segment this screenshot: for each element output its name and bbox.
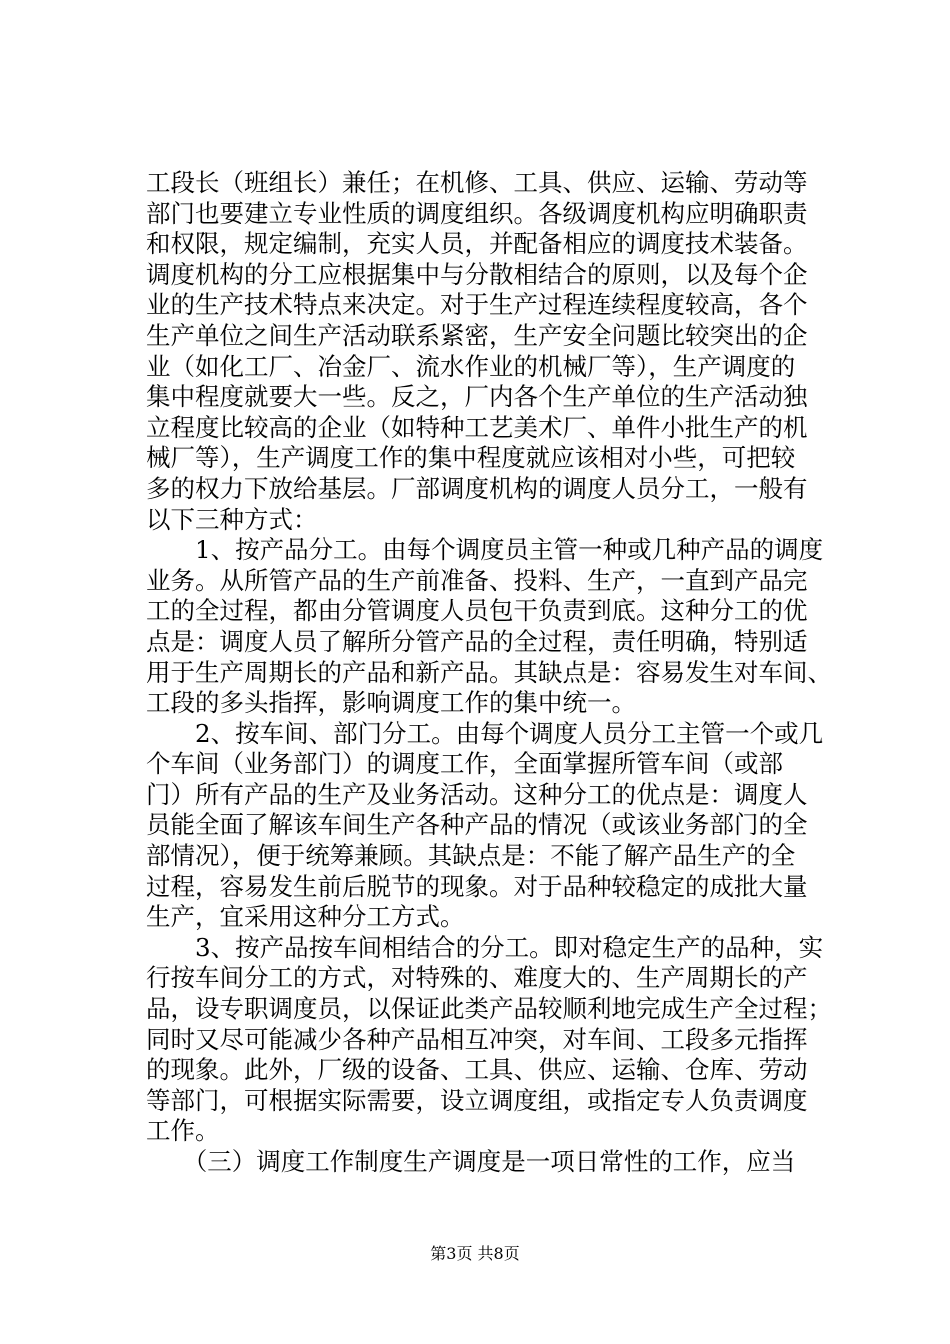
text-line: 同时又尽可能减少各种产品相互冲突，对车间、工段多元指挥 [146, 1024, 808, 1054]
text-line: 集中程度就要大一些。反之，厂内各个生产单位的生产活动独 [146, 382, 808, 412]
text-line: 1、按产品分工。由每个调度员主管一种或几种产品的调度 [146, 535, 824, 565]
text-line: （三）调度工作制度生产调度是一项日常性的工作，应当 [146, 1147, 796, 1176]
text-line: 的现象。此外，厂级的设备、工具、供应、运输、仓库、劳动 [146, 1055, 808, 1085]
text-line: 工作。 [146, 1116, 220, 1146]
text-line: 和权限，规定编制，充实人员，并配备相应的调度技术装备。 [146, 229, 808, 259]
text-line: 点是：调度人员了解所分管产品的全过程，责任明确，特别适 [146, 626, 808, 656]
text-line: 多的权力下放给基层。厂部调度机构的调度人员分工，一般有 [146, 473, 808, 503]
text-line: 业（如化工厂、冶金厂、流水作业的机械厂等），生产调度的 [146, 351, 796, 381]
text-line: 工的全过程，都由分管调度人员包干负责到底。这种分工的优 [146, 596, 808, 626]
text-line: 3、按产品按车间相结合的分工。即对稳定生产的品种，实 [146, 932, 824, 962]
text-line: 以下三种方式： [146, 504, 318, 534]
text-line: 立程度比较高的企业（如特种工艺美术厂、单件小批生产的机 [146, 412, 808, 442]
text-line: 员能全面了解该车间生产各种产品的情况（或该业务部门的全 [146, 810, 808, 840]
text-line: 部情况），便于统筹兼顾。其缺点是：不能了解产品生产的全 [146, 841, 796, 871]
text-line: 门）所有产品的生产及业务活动。这种分工的优点是：调度人 [146, 779, 808, 809]
text-line: 工段的多头指挥，影响调度工作的集中统一。 [146, 688, 636, 718]
page-footer: 第3页 共8页 [430, 1244, 520, 1263]
text-line: 品，设专职调度员，以保证此类产品较顺利地完成生产全过程； [146, 994, 832, 1024]
text-line: 业的生产技术特点来决定。对于生产过程连续程度较高，各个 [146, 290, 808, 320]
text-line: 械厂等），生产调度工作的集中程度就应该相对小些，可把较 [146, 443, 796, 473]
text-line: 2、按车间、部门分工。由每个调度人员分工主管一个或几 [146, 718, 824, 748]
text-line: 用于生产周期长的产品和新产品。其缺点是：容易发生对车间、 [146, 657, 832, 687]
text-line: 业务。从所管产品的生产前准备、投料、生产，一直到产品完 [146, 565, 808, 595]
text-line: 生产，宜采用这种分工方式。 [146, 902, 465, 932]
text-line: 等部门，可根据实际需要，设立调度组，或指定专人负责调度 [146, 1085, 808, 1115]
body-text [146, 168, 846, 1178]
text-line: 过程，容易发生前后脱节的现象。对于品种较稳定的成批大量 [146, 871, 808, 901]
text-line: 行按车间分工的方式，对特殊的、难度大的、生产周期长的产 [146, 963, 808, 993]
text-line: 工段长（班组长）兼任；在机修、工具、供应、运输、劳动等 [146, 168, 808, 197]
text-line: 生产单位之间生产活动联系紧密，生产安全问题比较突出的企 [146, 320, 808, 350]
text-line: 部门也要建立专业性质的调度组织。各级调度机构应明确职责 [146, 198, 808, 228]
text-line: 个车间（业务部门）的调度工作，全面掌握所管车间（或部 [146, 749, 783, 779]
text-line: 调度机构的分工应根据集中与分散相结合的原则，以及每个企 [146, 259, 808, 289]
